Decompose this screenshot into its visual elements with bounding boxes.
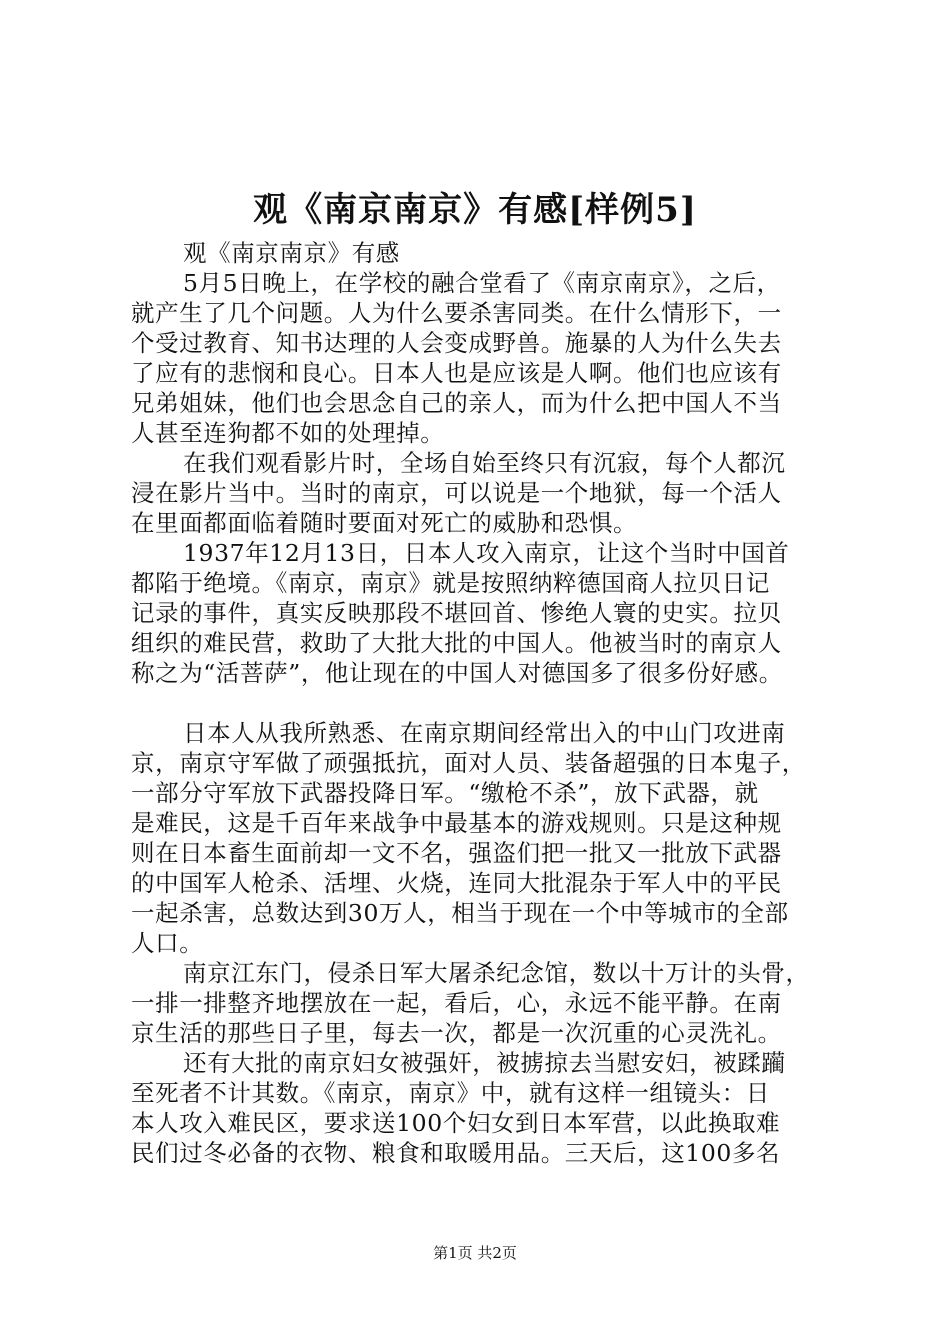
paragraph-line: 一起杀害，总数达到30万人，相当于现在一个中等城市的全部 [131, 899, 789, 927]
paragraph-line: 称之为“活菩萨”，他让现在的中国人对德国多了很多份好感。 [131, 659, 783, 687]
page-footer: 第1页 共2页 [433, 1244, 517, 1262]
paragraph-line: 都陷于绝境。《南京，南京》就是按照纳粹德国商人拉贝日记 [131, 569, 770, 597]
paragraph-line: 京生活的那些日子里，每去一次，都是一次沉重的心灵洗礼。 [131, 1019, 782, 1047]
paragraph-line: 则在日本畜生面前却一文不名，强盗们把一批又一批放下武器 [131, 839, 782, 867]
paragraph-line: 至死者不计其数。《南京，南京》中，就有这样一组镜头：日 [131, 1079, 770, 1107]
paragraph-first-line: 1937年12月13日，日本人攻入南京，让这个当时中国首 [183, 539, 790, 567]
paragraph-first-line: 在我们观看影片时，全场自始至终只有沉寂，每个人都沉 [183, 449, 786, 477]
paragraph-line: 兄弟姐妹，他们也会思念自己的亲人，而为什么把中国人不当 [131, 389, 782, 417]
paragraph-line: 人甚至连狗都不如的处理掉。 [131, 419, 445, 447]
paragraph-line: 民们过冬必备的衣物、粮食和取暖用品。三天后，这100多名 [131, 1139, 781, 1167]
paragraph-first-line: 南京江东门，侵杀日军大屠杀纪念馆，数以十万计的头骨， [183, 959, 810, 987]
paragraph-line: 一排一排整齐地摆放在一起，看后，心，永远不能平静。在南 [131, 989, 782, 1017]
paragraph-line: 一部分守军放下武器投降日军。“缴枪不杀”，放下武器，就 [131, 779, 759, 807]
document-body [131, 238, 853, 1168]
paragraph-line: 本人攻入难民区，要求送100个妇女到日本军营，以此换取难 [131, 1109, 781, 1137]
paragraph-line: 浸在影片当中。当时的南京，可以说是一个地狱，每一个活人 [131, 479, 782, 507]
paragraph-line: 人口。 [131, 929, 204, 957]
paragraph-line: 组织的难民营，救助了大批大批的中国人。他被当时的南京人 [131, 629, 782, 657]
paragraph-first-line: 还有大批的南京妇女被强奸，被掳掠去当慰安妇，被蹂躏 [183, 1049, 786, 1077]
document-title: 观《南京南京》有感[样例5] [253, 190, 697, 230]
paragraph-line: 的中国军人枪杀、活埋、火烧，连同大批混杂于军人中的平民 [131, 869, 782, 897]
paragraph-line: 就产生了几个问题。人为什么要杀害同类。在什么情形下，一 [131, 299, 782, 327]
blank-line [131, 688, 853, 718]
paragraph-line: 在里面都面临着随时要面对死亡的威胁和恐惧。 [131, 509, 638, 537]
paragraph-first-line: 观《南京南京》有感 [183, 239, 400, 267]
paragraph-first-line: 5月5日晚上，在学校的融合堂看了《南京南京》，之后， [183, 269, 781, 297]
paragraph-line: 了应有的悲悯和良心。日本人也是应该是人啊。他们也应该有 [131, 359, 782, 387]
paragraph-line: 记录的事件，真实反映那段不堪回首、惨绝人寰的史实。拉贝 [131, 599, 782, 627]
paragraph-line: 个受过教育、知书达理的人会变成野兽。施暴的人为什么失去 [131, 329, 782, 357]
paragraph-line: 京，南京守军做了顽强抵抗，面对人员、装备超强的日本鬼子， [131, 749, 806, 777]
paragraph-first-line: 日本人从我所熟悉、在南京期间经常出入的中山门攻进南 [183, 719, 786, 747]
paragraph-line: 是难民，这是千百年来战争中最基本的游戏规则。只是这种规 [131, 809, 782, 837]
